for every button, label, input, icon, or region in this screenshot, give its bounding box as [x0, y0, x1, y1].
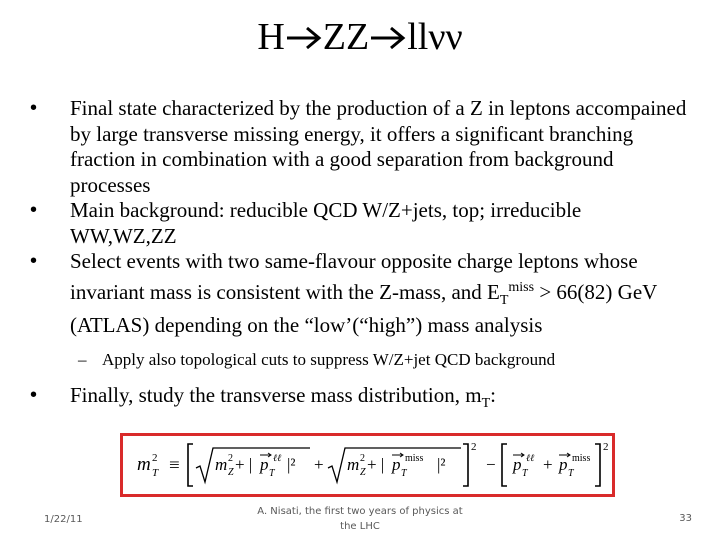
- formula-mz: m: [215, 455, 228, 474]
- bullet-item-transverse-mass: [28, 383, 688, 417]
- bullet-text: Select events with two same-flavour opposite charge leptons whose invariant mass is consistent with the Z-mass, and E: [70, 249, 638, 304]
- title-part-zz: ZZ: [322, 16, 370, 58]
- sub-bullet-topological-cuts: [28, 349, 688, 371]
- footer-presenter: [250, 504, 470, 534]
- formula-pt-sub: T: [568, 468, 574, 479]
- footer-presenter-line1: A. Nisati, the first two years of physics at: [257, 506, 463, 517]
- formula-plus: +: [314, 455, 324, 474]
- bullet-text: Final state characterized by the production of a Z in leptons accompained by large transverse missing energy, it offers a significant branching fraction in combination with a good separation from background processes: [70, 96, 687, 197]
- footer-presenter-line2: the LHC: [340, 521, 380, 532]
- right-arrow-icon: [369, 24, 407, 52]
- formula-sq: 2: [360, 453, 365, 464]
- bullet-icon: •: [30, 199, 38, 221]
- right-bracket-icon: [463, 444, 468, 486]
- formula-ll: ℓℓ: [526, 453, 535, 464]
- transverse-mass-formula-box: [120, 433, 615, 497]
- formula-p: p: [392, 455, 401, 474]
- formula-miss: miss: [405, 453, 424, 464]
- mt-subscript: T: [481, 395, 491, 411]
- formula-T: T: [152, 467, 159, 479]
- formula-sq: 2: [471, 441, 477, 453]
- formula-ll: ℓℓ: [273, 453, 282, 464]
- title-part-llvv: llνν: [407, 16, 463, 58]
- formula-mz: m: [347, 455, 360, 474]
- bullet-icon: •: [30, 383, 38, 406]
- formula-p: p: [260, 455, 269, 474]
- formula-z-sub: Z: [228, 467, 234, 478]
- bullet-list: [28, 96, 688, 416]
- transverse-mass-formula: [123, 436, 612, 494]
- right-bracket-icon: [595, 444, 600, 486]
- right-arrow-icon: [285, 24, 323, 52]
- et-superscript: miss: [508, 279, 535, 295]
- formula-equiv: ≡: [169, 455, 180, 476]
- formula-minus: −: [486, 455, 496, 474]
- formula-p: p: [513, 455, 522, 474]
- formula-pt-sub: T: [522, 468, 528, 479]
- bullet-text-cont: > 66(82) GeV (ATLAS) depending on the “low’(“high”) mass analysis: [70, 279, 657, 338]
- dash-icon: –: [78, 349, 87, 369]
- formula-sq: 2: [228, 453, 233, 464]
- left-bracket-icon: [502, 444, 507, 486]
- bullet-item-selection: [28, 249, 688, 339]
- formula-close-sq: |²: [437, 455, 446, 474]
- formula-pt-sub: T: [269, 468, 275, 479]
- formula-sq: 2: [152, 452, 158, 464]
- footer-date: 1/22/11: [44, 514, 83, 525]
- bullet-text: Main background: reducible QCD W/Z+jets, top; irreducible WW,WZ,ZZ: [70, 198, 582, 248]
- sub-bullet-text: Apply also topological cuts to suppress W/Z+jet QCD background: [102, 349, 556, 369]
- formula-plus: +: [543, 455, 553, 474]
- bullet-text: Finally, study the transverse mass distribution, m: [70, 382, 482, 407]
- formula-m: m: [137, 454, 151, 475]
- bullet-icon: •: [30, 250, 38, 272]
- slide-number: 33: [679, 513, 692, 524]
- formula-plus-bar: + |: [367, 455, 385, 474]
- formula-miss: miss: [572, 453, 591, 464]
- formula-p: p: [559, 455, 568, 474]
- bullet-icon: •: [30, 97, 38, 119]
- bullet-item-background: [28, 198, 688, 249]
- formula-z-sub: Z: [360, 467, 366, 478]
- bullet-colon: :: [490, 382, 497, 407]
- slide-title: [0, 14, 720, 60]
- formula-pt-sub: T: [401, 468, 407, 479]
- et-subscript: T: [499, 292, 509, 308]
- bullet-item-final-state: [28, 96, 688, 198]
- formula-plus-bar: + |: [235, 455, 253, 474]
- formula-close-sq: |²: [287, 455, 296, 474]
- left-bracket-icon: [188, 444, 193, 486]
- formula-sq: 2: [603, 441, 609, 453]
- title-part-h: H: [257, 16, 285, 58]
